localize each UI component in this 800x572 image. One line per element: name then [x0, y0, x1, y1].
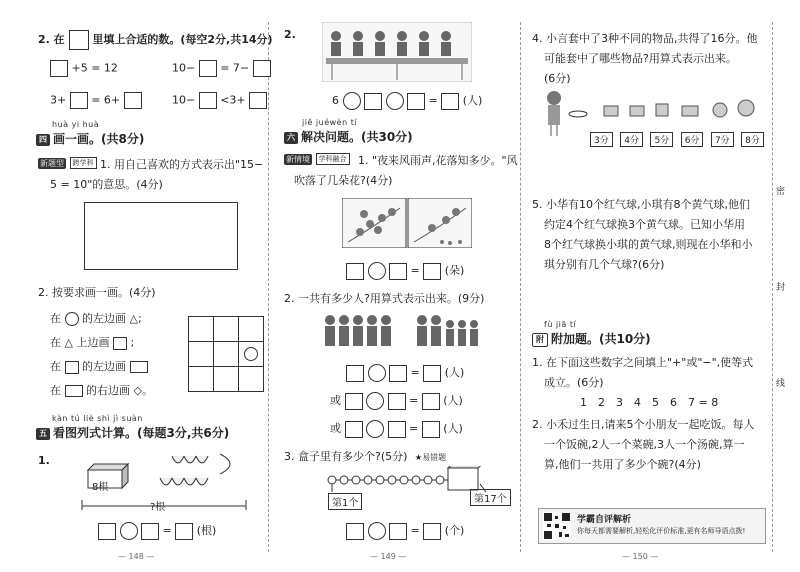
answer-box[interactable] [423, 523, 441, 540]
q5-text3: 8个红气球换小琪的黄气球,则现在小华和小 [544, 238, 753, 251]
first-bead-label: 第1个 [328, 493, 362, 510]
req-3 [50, 358, 148, 374]
section-pinyin: jiě juéwèn tí [302, 118, 358, 127]
unit-text: (朵) [444, 264, 465, 277]
solve-q1-text: 1. "夜来风雨声,花落知多少。"风 [358, 154, 518, 167]
req-text: 在 △ 上边画 [50, 336, 110, 349]
flower-branch-picture [342, 198, 472, 248]
answer-box[interactable] [50, 60, 68, 77]
q4-text3: (6分) [544, 72, 571, 85]
prize-score: 3分 [590, 132, 613, 147]
unit-text: (根) [196, 524, 217, 537]
operator-circle[interactable] [368, 262, 386, 280]
draw-q1 [38, 156, 97, 169]
extra-q1-equation: 1 2 3 4 5 6 7 = 8 [580, 396, 719, 409]
calc-answer-row: = (根) [98, 522, 216, 540]
draw-q1-text: 1. 用自己喜欢的方式表示出"15− [100, 158, 264, 171]
grid-circle-icon [244, 347, 258, 361]
eq-row-1b [172, 60, 271, 77]
answer-box[interactable] [345, 393, 363, 410]
answer-box[interactable] [346, 523, 364, 540]
extra-q1-text2: 成立。(6分) [544, 376, 604, 389]
q2-title-text: 2. 在 [38, 33, 65, 46]
answer-box[interactable] [389, 523, 407, 540]
section-extra-heading [532, 330, 651, 347]
section-icon: 五 [36, 428, 50, 440]
classroom-picture [322, 22, 472, 82]
rectangle-shape [65, 385, 83, 397]
answer-box[interactable] [199, 60, 217, 77]
answer-box[interactable] [249, 92, 267, 109]
solve-q2-text: 2. 一共有多少人?用算式表示出来。(9分) [284, 292, 485, 305]
answer-box[interactable] [175, 523, 193, 540]
operator-circle[interactable] [368, 364, 386, 382]
answer-box[interactable] [98, 523, 116, 540]
q5-text4: 琪分别有几个气球?(6分) [544, 258, 665, 271]
answer-box[interactable] [141, 523, 159, 540]
req-text: 在 [50, 384, 61, 397]
answer-box[interactable] [346, 365, 364, 382]
section-title: 附加题。(共10分) [551, 332, 651, 346]
section-draw-heading [36, 130, 144, 147]
eq-text: 10− [172, 93, 196, 107]
req-text: 的右边画 ◇。 [86, 384, 153, 397]
left-column [0, 0, 273, 572]
column-divider-2 [520, 22, 521, 552]
extra-q2-text2: 一个饭碗,2人一个菜碗,3人一个汤碗,算一 [544, 438, 745, 451]
eq-text: <3+ [220, 93, 246, 107]
operator-circle[interactable] [343, 92, 361, 110]
eq-text: 10− [172, 61, 196, 75]
last-bead-label: 第17个 [470, 489, 511, 506]
answer-box[interactable] [422, 393, 440, 410]
rectangle-shape [130, 361, 148, 373]
solve-q2-answer-row-3: 或 = (人) [330, 420, 463, 438]
q5-text: 5. 小华有10个红气球,小琪有8个黄气球,他们 [532, 198, 750, 211]
prize-score: 8分 [741, 132, 764, 147]
answer-box[interactable] [388, 393, 406, 410]
seal-char: 封 [776, 283, 786, 293]
solve-q2-answer-row-2: 或 = (人) [330, 392, 463, 410]
or-text: 或 [330, 394, 341, 407]
solve-q3-text: 3. 盒子里有多少个?(5分) [284, 450, 408, 463]
seal-char: 线 [776, 379, 786, 389]
eq-text: 3+ [50, 93, 67, 107]
answer-box[interactable] [423, 263, 441, 280]
prize-score: 5分 [650, 132, 673, 147]
seal-char: 密 [776, 187, 786, 197]
calc-q1-label: 1. [38, 454, 50, 467]
page-number: — 149 — [370, 552, 407, 561]
given-number: 6 [332, 94, 339, 107]
middle-column [270, 0, 520, 572]
qr-code-icon[interactable] [543, 512, 571, 540]
total-label: ?根 [150, 502, 166, 513]
req-1 [50, 310, 142, 326]
section-title: 画一画。(共8分) [53, 132, 145, 146]
or-text: 或 [330, 422, 341, 435]
req-4 [50, 382, 153, 398]
square-shape [65, 361, 79, 374]
extra-q2-text3: 算,他们一共用了多少个碗?(4分) [544, 458, 701, 471]
extra-q2-text: 2. 小禾过生日,请来5个小朋友一起吃饭。每人 [532, 418, 755, 431]
solve-q1-row [284, 152, 350, 165]
answer-box[interactable] [389, 263, 407, 280]
tag-badge: 新题型 [40, 158, 64, 168]
answer-box[interactable] [441, 93, 459, 110]
tag-badge: ★易错题 [414, 453, 447, 462]
req-text: 的左边画 △; [82, 312, 142, 325]
extra-q1-text: 1. 在下面这些数字之间填上"+"或"−",使等式 [532, 356, 754, 369]
answer-box[interactable] [345, 421, 363, 438]
tag-badge: 新情境 [286, 154, 310, 164]
circle-shape [65, 312, 79, 326]
solve-q1-text2: 吹落了几朵花?(4分) [294, 174, 393, 187]
answer-box[interactable] [124, 92, 142, 109]
prize-score: 4分 [620, 132, 643, 147]
answer-box[interactable] [407, 93, 425, 110]
operator-circle[interactable] [366, 420, 384, 438]
answer-box[interactable] [389, 365, 407, 382]
section-title: 看图列式计算。(每题3分,共6分) [53, 426, 230, 440]
solve-q2-answer-row-1: = (人) [346, 364, 464, 382]
answer-box[interactable] [388, 421, 406, 438]
req-text: 在 [50, 360, 61, 373]
prize-labels [590, 132, 768, 147]
eq-text: = 7− [220, 61, 250, 75]
section-pinyin: kàn tú liè shì jì suàn [52, 414, 143, 423]
req-text: 在 [50, 312, 61, 325]
section-icon: 六 [284, 132, 298, 144]
bundle-label: 8根 [92, 482, 109, 493]
req-2 [50, 334, 134, 350]
section-title: 解决问题。(共30分) [301, 130, 413, 144]
q2-title-rest: 里填上合适的数。(每空2分,共14分) [92, 33, 273, 46]
ring-toss-picture [542, 88, 772, 138]
unit-text: (人) [444, 366, 465, 379]
answer-box[interactable] [364, 93, 382, 110]
tag-badge: 跨学科 [70, 157, 97, 169]
tag-badge: 学科融合 [316, 153, 350, 165]
section-pinyin: huà yi huà [52, 120, 100, 129]
left-q2-title [38, 30, 273, 50]
solve-q1-answer-row: = (朵) [346, 262, 464, 280]
q5-text2: 约定4个红气球换3个黄气球。已知小华用 [544, 218, 745, 231]
page-number: — 150 — [622, 552, 659, 561]
unit-text: (人) [443, 394, 463, 407]
operator-circle[interactable] [386, 92, 404, 110]
section-pinyin: fù jiā tí [544, 320, 577, 329]
section-calc-heading [36, 424, 229, 441]
unit-text: (个) [444, 524, 465, 537]
right-column [522, 0, 772, 572]
prize-score: 6分 [681, 132, 704, 147]
eq-text: +5 = 12 [71, 61, 118, 75]
page-number: — 148 — [118, 552, 155, 561]
operator-circle[interactable] [366, 392, 384, 410]
answer-box[interactable] [69, 30, 89, 50]
answer-box[interactable] [423, 365, 441, 382]
req-text: ; [130, 336, 135, 349]
eq-row-1a [50, 60, 118, 77]
column-divider-1 [268, 22, 269, 552]
draw-grid[interactable] [188, 316, 264, 392]
eq-text: = 6+ [91, 93, 121, 107]
answer-box[interactable] [70, 92, 88, 109]
square-shape [113, 337, 127, 350]
solve-q3-answer-row: = (个) [346, 522, 464, 540]
answer-box[interactable] [253, 60, 271, 77]
operator-circle[interactable] [368, 522, 386, 540]
unit-text: (人) [443, 422, 463, 435]
draw-q1-text2: 5 = 10"的意思。(4分) [50, 178, 163, 191]
people-group-picture [322, 312, 482, 352]
drawing-area[interactable] [84, 202, 238, 270]
qr-text: 你每天都需要解析,轻松化评价标准,更有名师导语点拨! [577, 527, 746, 535]
solve-q3-row [284, 448, 446, 464]
answer-box[interactable] [199, 92, 217, 109]
operator-circle[interactable] [120, 522, 138, 540]
answer-box[interactable] [346, 263, 364, 280]
eq-row-2b [172, 92, 267, 109]
mid-q2-label: 2. [284, 28, 296, 41]
section-icon: 四 [36, 134, 50, 146]
q4-text: 4. 小言套中了3种不同的物品,共得了16分。他 [532, 32, 758, 45]
req-text: 的左边画 [82, 360, 126, 373]
section-solve-heading [284, 128, 413, 145]
answer-box[interactable] [422, 421, 440, 438]
qr-banner [538, 508, 766, 544]
q4-text2: 可能套中了哪些物品?用算式表示出来。 [544, 52, 737, 65]
prize-score: 7分 [711, 132, 734, 147]
section-icon: 附 [532, 333, 548, 347]
mid-q2-answer-row: 6 = (人) [332, 92, 482, 110]
seal-line [772, 22, 773, 552]
eq-row-2a [50, 92, 142, 109]
qr-title: 学霸自评解析 [577, 515, 632, 525]
unit-text: (人) [462, 94, 483, 107]
draw-q2-text: 2. 按要求画一画。(4分) [38, 286, 156, 299]
